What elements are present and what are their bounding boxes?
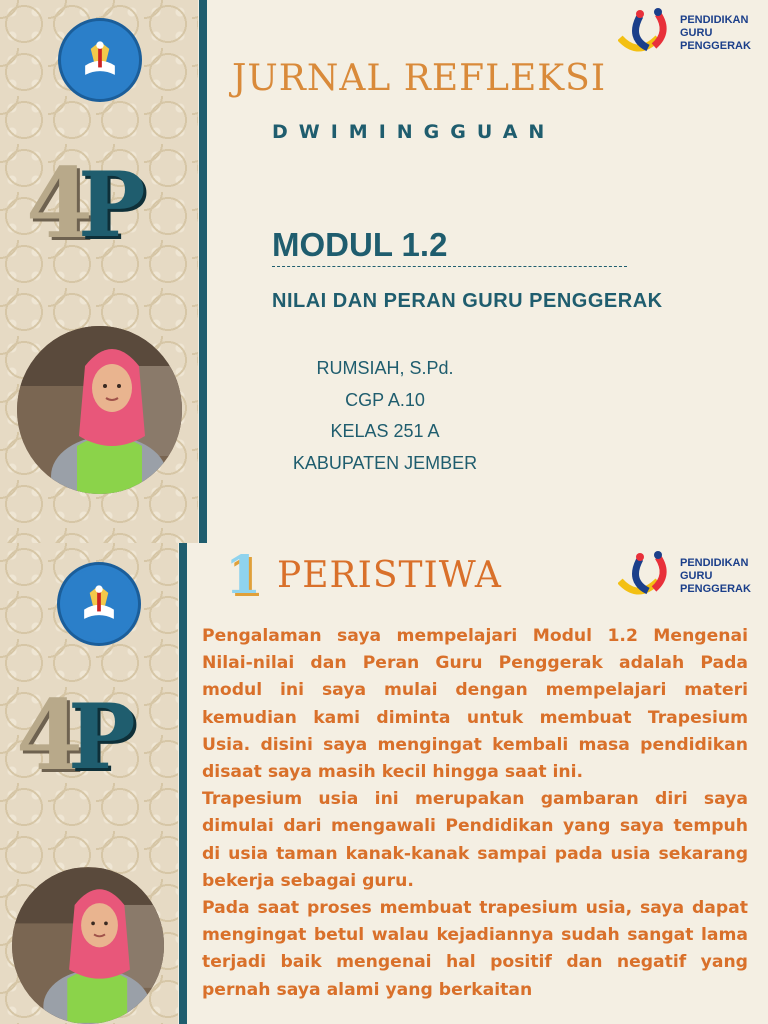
section-number-badge: 1	[225, 545, 262, 606]
author-photo	[12, 867, 164, 1024]
pgp-line1: PENDIDIKAN	[680, 13, 749, 26]
dashed-divider	[272, 266, 627, 267]
pgp-line2: GURU	[680, 569, 713, 582]
author-kelas: KELAS 251 A	[330, 421, 440, 441]
paragraph: Pada saat proses membuat trapesium usia, saya dapat mengingat betul walau kejadiannya sudah sangat lama terjadi baik mengenai hal positif dan negatif yang pernah saya alami yang berkaitan	[202, 898, 748, 1000]
teal-divider-bar	[199, 0, 207, 543]
section-title: PERISTIWA	[277, 555, 502, 596]
pendidikan-guru-penggerak-logo	[618, 8, 751, 58]
page-title: JURNAL REFLEKSI	[232, 58, 607, 99]
pgp-line3: PENGGERAK	[680, 582, 751, 595]
tut-wuri-handayani-logo	[58, 18, 142, 102]
tut-wuri-handayani-logo	[57, 562, 141, 646]
pgp-mark-icon	[618, 8, 678, 58]
paragraph: Pengalaman saya mempelajari Modul 1.2 Mengenai Nilai-nilai dan Peran Guru Penggerak adalah Pada modul ini saya mulai dengan mempelajari materi kemudian kami diminta untuk membuat Trapesium Usia. disini saya mengingat kembali masa pendidikan disaat saya masih kecil hingga saat ini.	[202, 626, 748, 783]
pgp-line3: PENGGERAK	[680, 39, 751, 52]
pgp-mark-icon	[618, 551, 678, 601]
author-info	[270, 353, 500, 479]
4p-logo	[16, 679, 176, 798]
pgp-line2: GURU	[680, 26, 713, 39]
modul-title: MODUL 1.2	[272, 226, 448, 263]
4p-logo	[26, 147, 196, 266]
4p-four: 4	[26, 147, 93, 260]
modul-subtitle: NILAI DAN PERAN GURU PENGGERAK	[272, 290, 663, 312]
pendidikan-guru-penggerak-logo	[618, 551, 751, 601]
teal-divider-bar	[179, 543, 187, 1024]
pgp-line1: PENDIDIKAN	[680, 556, 749, 569]
author-kabupaten: KABUPATEN JEMBER	[292, 452, 478, 473]
4p-p: P	[68, 684, 136, 790]
paragraph: Trapesium usia ini merupakan gambaran diri saya dimulai dari mengawali Pendidikan yang saya tempuh di usia taman kanak-kanak sampai pada usia sekarang bekerja sebagai guru.	[202, 789, 748, 891]
page-subtitle: DWIMINGGUAN	[272, 121, 556, 143]
slide-peristiwa	[0, 543, 768, 1024]
author-name: RUMSIAH, S.Pd.	[316, 358, 454, 378]
4p-four: 4	[16, 679, 83, 792]
4p-p: P	[78, 152, 146, 258]
author-photo	[17, 326, 182, 494]
author-cgp: CGP A.10	[345, 389, 425, 410]
body-text	[202, 623, 748, 1004]
